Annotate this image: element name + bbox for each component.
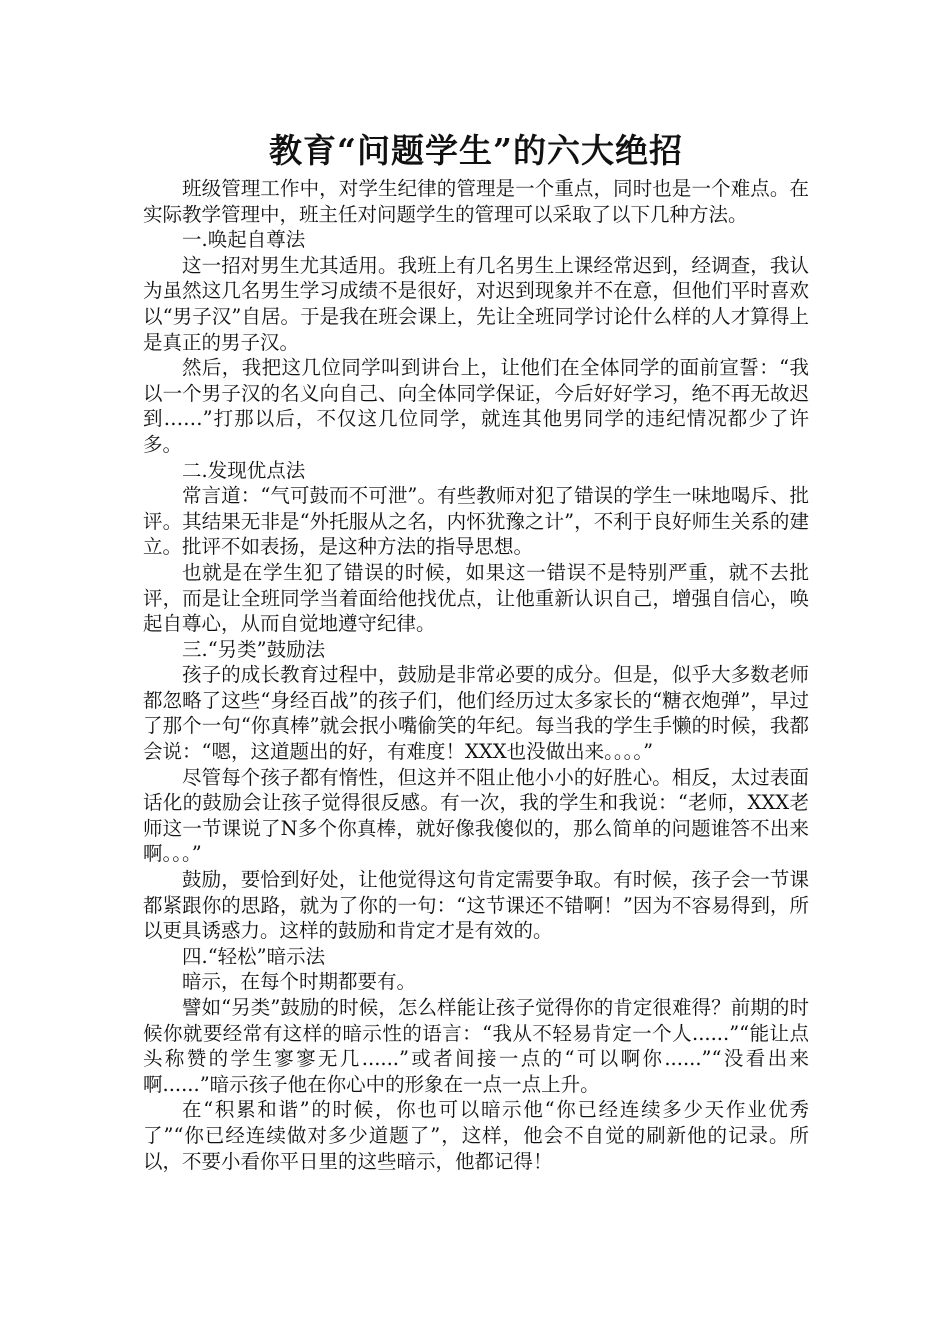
paragraph: 孩子的成长教育过程中，鼓励是非常必要的成分。但是，似乎大多数老师都忽略了这些“身经百战”的孩子们，他们经历过太多家长的“糖衣炮弹”，早过了那个一句“你真棒”就会抿小嘴偷笑的年纪。每当我的学生手懒的时候，我都会说：“嗯，这道题出的好，有难度！XXX也没做出来。。。。” <box>143 663 809 764</box>
document-page <box>143 128 809 1174</box>
paragraph: 尽管每个孩子都有惰性，但这并不阻止他小小的好胜心。相反，太过表面话化的鼓励会让孩子觉得很反感。有一次，我的学生和我说：“老师，XXX老师这一节课说了N多个你真棒，就好像我傻似的，那么简单的问题谁答不出来啊。。。” <box>143 765 809 866</box>
paragraph: 暗示，在每个时期都要有。 <box>182 970 417 994</box>
paragraph: 在“积累和谐”的时候，你也可以暗示他“你已经连续多少天作业优秀了”“你已经连续做对多少道题了”，这样，他会不自觉的刷新他的记录。所以，不要小看你平日里的这些暗示，他都记得！ <box>143 1098 809 1173</box>
section-heading-2: 二.发现优点法 <box>182 458 306 482</box>
section-heading-1: 一.唤起自尊法 <box>182 228 306 252</box>
paragraph: 譬如“另类”鼓励的时候，怎么样能让孩子觉得你的肯定很难得？前期的时候你就要经常有这样的暗示性的语言：“我从不轻易肯定一个人......”“能让点头称赞的学生寥寥无几......”或者间接一点的“可以啊你......”“没看出来啊......”暗示孩子他在你心中的形象在一点一点上升。 <box>143 996 809 1096</box>
paragraph: 鼓励，要恰到好处，让他觉得这句肯定需要争取。有时候，孩子会一节课都紧跟你的思路，就为了你的一句：“这节课还不错啊！”因为不容易得到，所以更具诱惑力。这样的鼓励和肯定才是有效的。 <box>143 868 809 943</box>
paragraph: 也就是在学生犯了错误的时候，如果这一错误不是特别严重，就不去批评，而是让全班同学当着面给他找优点，让他重新认识自己，增强自信心，唤起自尊心，从而自觉地遵守纪律。 <box>143 560 809 636</box>
paragraph: 这一招对男生尤其适用。我班上有几名男生上课经常迟到，经调查，我认为虽然这几名男生学习成绩不是很好，对迟到现象并不在意，但他们平时喜欢以“男子汉”自居。于是我在班会课上，先让全班同学讨论什么样的人才算得上是真正的男子汉。 <box>143 253 809 354</box>
section-heading-4: 四.“轻松”暗示法 <box>182 944 326 968</box>
paragraph: 常言道：“气可鼓而不可泄”。有些教师对犯了错误的学生一味地喝斥、批评。其结果无非是“外托服从之名，内怀犹豫之计”，不利于良好师生关系的建立。批评不如表扬，是这种方法的指导思想。 <box>143 484 809 559</box>
section-heading-3: 三.“另类”鼓励法 <box>182 637 326 661</box>
paragraph-intro: 班级管理工作中，对学生纪律的管理是一个重点，同时也是一个难点。在实际教学管理中，班主任对问题学生的管理可以采取了以下几种方法。 <box>143 177 809 226</box>
document-title: 教育“问题学生”的六大绝招 <box>269 131 683 170</box>
paragraph: 然后，我把这几位同学叫到讲台上，让他们在全体同学的面前宣誓：“我以一个男子汉的名义向自己、向全体同学保证，今后好好学习，绝不再无故迟到……”打那以后，不仅这几位同学，就连其他男同学的违纪情况都少了许多。 <box>143 356 809 456</box>
